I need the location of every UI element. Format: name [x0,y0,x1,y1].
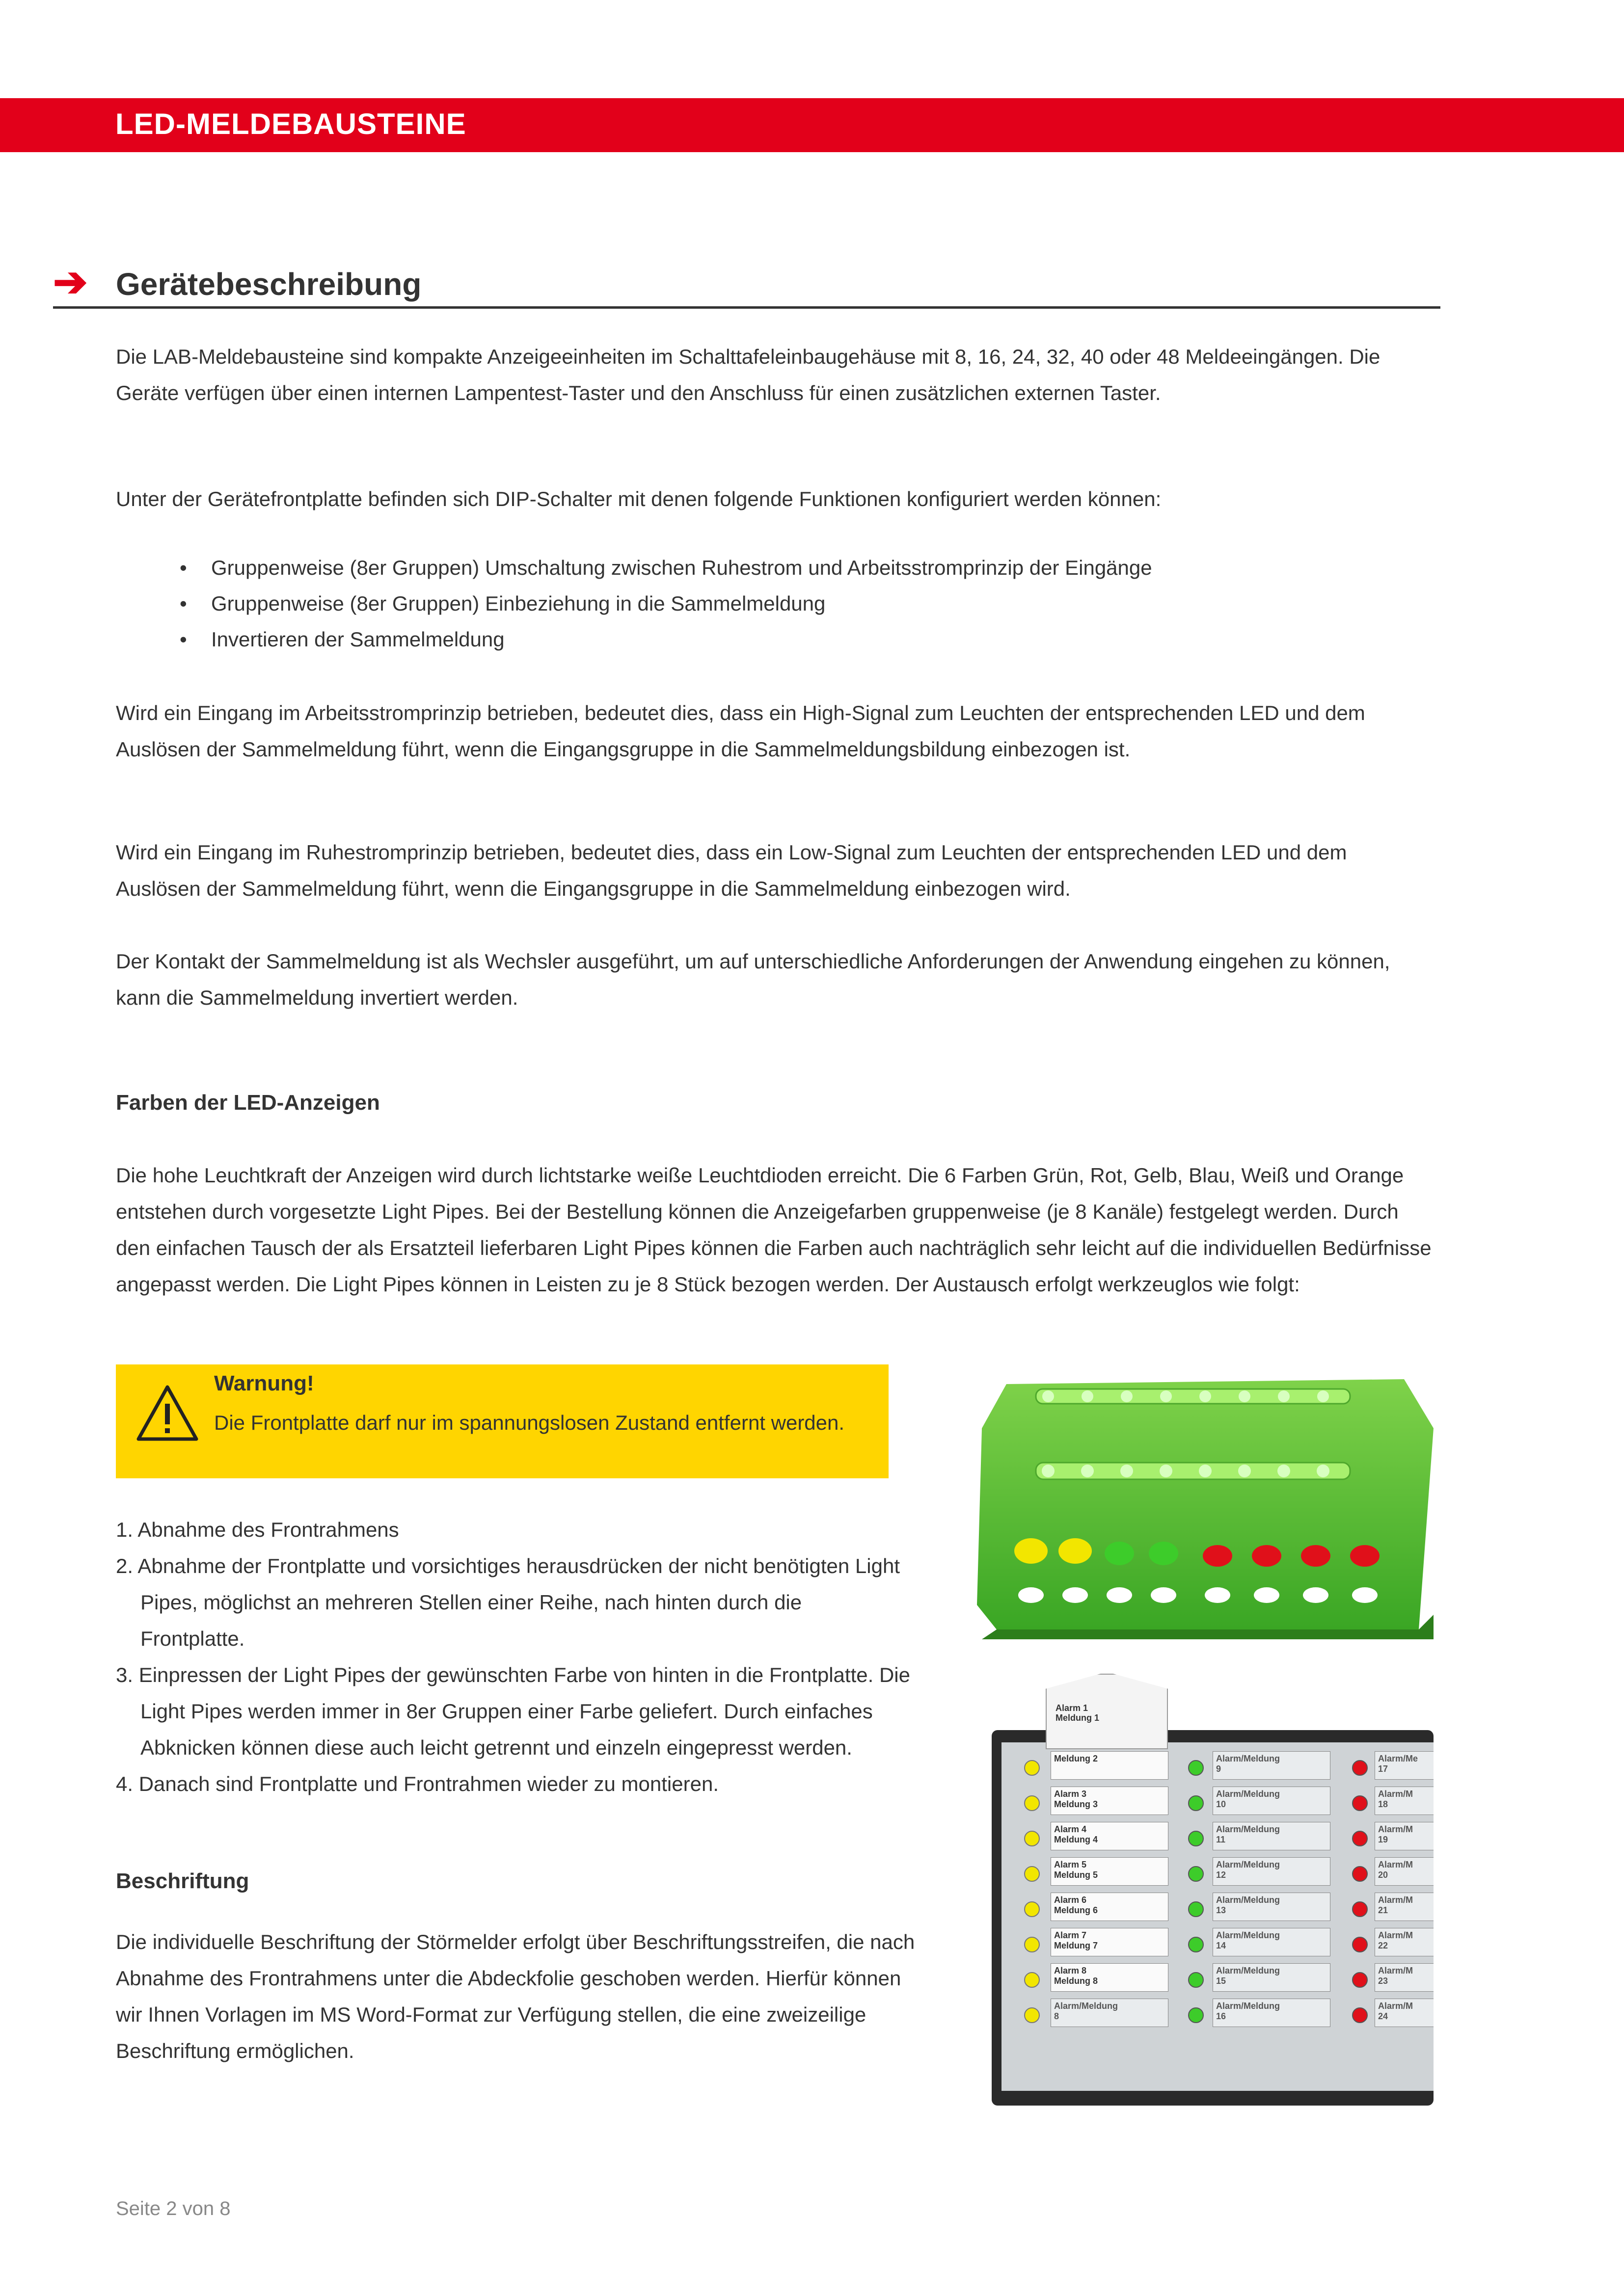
body-paragraph-5: Der Kontakt der Sammelmeldung ist als Wechsler ausgeführt, um auf unterschiedliche Anforderungen der Anwendung eingehen zu können, kann die Sammelmeldung invertiert werden. [116,950,1390,1009]
strip-label: Alarm 1 [1056,1703,1088,1713]
strip-label: Alarm/Meldung [1216,1966,1280,1976]
strip-label: Alarm/Meldung [1216,1789,1280,1799]
page-number: Seite 2 von 8 [116,2198,231,2219]
body-paragraph-4: Wird ein Eingang im Ruhestromprinzip betrieben, bedeutet dies, dass ein Low-Signal zum Leuchten der entsprechenden LED und dem Auslösen der Sammelmeldung führt, wenn die Eingangsgruppe in die Sammelmeldung einbezogen wird. [116,841,1347,900]
strip-label: Alarm/M [1378,1824,1413,1834]
strip-label: Alarm/Meldung [1216,1754,1280,1763]
strip-label: 8 [1054,2011,1059,2021]
steps-list [116,1512,911,1802]
strip-label: 9 [1216,1764,1221,1774]
strip-label: Alarm/M [1378,1895,1413,1905]
strip-label: 22 [1378,1941,1388,1950]
led-red [1352,1866,1368,1882]
body-paragraph-3: Wird ein Eingang im Arbeitsstromprinzip betrieben, bedeutet dies, dass ein High-Signal zum Leuchten der entsprechenden LED und dem Auslösen der Sammelmeldung führt, wenn die Eingangsgruppe in die Sammelmeldungsbildung einbezogen ist. [116,701,1365,761]
strip-label: Alarm/Meldung [1216,1930,1280,1940]
light-pipes-photo [977,1369,1438,1639]
led-green [1188,1972,1204,1988]
strip-label: Meldung 5 [1054,1870,1098,1880]
labeling-paragraph: Die individuelle Beschriftung der Störmelder erfolgt über Beschriftungsstreifen, die nach Abnahme des Frontrahmens unter die Abdeckfolie geschoben werden. Hierfür können wir Ihnen Vorlagen im MS Word-Format zur Verfügung stellen, die eine zweizeilige Beschriftung ermöglichen. [116,1930,915,2062]
colors-heading: Farben der LED-Anzeigen [116,1091,380,1115]
strip-label: Meldung 2 [1054,1754,1098,1763]
led-green [1188,1901,1204,1917]
led-yellow [1024,1795,1040,1811]
led-red [1352,2007,1368,2023]
strip-label: 24 [1378,2011,1388,2021]
led-yellow [1024,1901,1040,1917]
strip-label: 13 [1216,1905,1226,1915]
list-item: • Invertieren der Sammelmeldung [211,621,1438,657]
strip-label: Alarm 6 [1054,1895,1087,1905]
strip-label: 16 [1216,2011,1226,2021]
led-yellow [1024,1760,1040,1776]
strip-label: Alarm/Meldung [1216,1895,1280,1905]
intro-paragraph-2: Unter der Gerätefrontplatte befinden sich DIP-Schalter mit denen folgende Funktionen konfiguriert werden können: [116,487,1162,510]
strip-label: Alarm/Meldung [1054,2001,1118,2011]
warning-text: Die Frontplatte darf nur im spannungslosen Zustand entfernt werden. [214,1411,845,1434]
strip-label: Meldung 3 [1054,1799,1098,1809]
warning-box [116,1364,889,1478]
arrow-right-icon: ➔ [53,259,88,305]
strip-label: 20 [1378,1870,1388,1880]
header-title: LED-MELDEBAUSTEINE [115,107,466,140]
led-yellow [1024,1972,1040,1988]
labeling-heading: Beschriftung [116,1869,249,1893]
led-red [1352,1901,1368,1917]
strip-label: 23 [1378,1976,1388,1986]
strip-label: 12 [1216,1870,1226,1880]
strip-label: Alarm/M [1378,1966,1413,1976]
led-green [1188,1937,1204,1952]
strip-label: Meldung 6 [1054,1905,1098,1915]
strip-label: Alarm/Meldung [1216,1860,1280,1869]
strip-label: Alarm/M [1378,1860,1413,1869]
strip-label: Alarm/M [1378,1930,1413,1940]
section-title: Gerätebeschreibung [116,267,422,302]
led-green [1188,1831,1204,1846]
strip-label: 17 [1378,1764,1388,1774]
device-front-photo [992,1674,1434,2106]
led-yellow [1024,1831,1040,1846]
strip-label: Alarm 3 [1054,1789,1087,1799]
led-green [1188,1795,1204,1811]
led-green [1188,2007,1204,2023]
led-yellow [1024,1866,1040,1882]
strip-label: Meldung 7 [1054,1941,1098,1950]
led-red [1352,1795,1368,1811]
led-red [1352,1937,1368,1952]
list-item: 1. Abnahme des Frontrahmens [116,1518,399,1541]
feature-list [211,550,1438,657]
led-red [1352,1760,1368,1776]
warning-title: Warnung! [214,1371,314,1395]
strip-label: Alarm/Me [1378,1754,1418,1763]
strip-label: Alarm/M [1378,2001,1413,2011]
strip-label: 18 [1378,1799,1388,1809]
strip-label: 11 [1216,1835,1226,1844]
header-bar [0,98,1624,152]
list-item: • Gruppenweise (8er Gruppen) Einbeziehung in die Sammelmeldung [211,586,1438,621]
list-item: 3. Einpressen der Light Pipes der gewünschten Farbe von hinten in die Frontplatte. Die Light Pipes werden immer in 8er Gruppen einer Farbe geliefert. Durch einfaches Abknicken können diese auch leicht getrennt und einzeln eingepresst werden. [116,1663,910,1759]
led-green [1188,1760,1204,1776]
strip-label: Alarm 7 [1054,1930,1087,1940]
strip-label: Meldung 8 [1054,1976,1098,1986]
list-item: • Gruppenweise (8er Gruppen) Umschaltung zwischen Ruhestrom und Arbeitsstromprinzip der Eingänge [211,550,1438,586]
colors-paragraph: Die hohe Leuchtkraft der Anzeigen wird durch lichtstarke weiße Leuchtdioden erreicht. Die 6 Farben Grün, Rot, Gelb, Blau, Weiß und Orange entstehen durch vorgesetzte Light Pipes. Bei der Bestellung können die Anzeigefarben gruppenweise (je 8 Kanäle) festgelegt werden. Durch den einfachen Tausch der als Ersatzteil lieferbaren Light Pipes können die Farben auch nachträglich sehr leicht auf die individuellen Bedürfnisse angepasst werden. Die Light Pipes können in Leisten zu je 8 Stück bezogen werden. Der Austausch erfolgt werkzeuglos wie folgt: [116,1164,1432,1296]
strip-label: Alarm/Meldung [1216,2001,1280,2011]
led-yellow [1024,1937,1040,1952]
warning-triangle-icon [135,1384,199,1443]
strip-label: Meldung 1 [1056,1713,1099,1723]
led-yellow [1024,2007,1040,2023]
strip-label: Meldung 4 [1054,1835,1098,1844]
strip-label: Alarm/Meldung [1216,1824,1280,1834]
strip-label: 14 [1216,1941,1226,1950]
led-green [1188,1866,1204,1882]
section-heading [53,259,1440,309]
strip-label: Alarm 8 [1054,1966,1087,1976]
led-red [1352,1831,1368,1846]
intro-paragraph-1: Die LAB-Meldebausteine sind kompakte Anzeigeeinheiten im Schalttafeleinbaugehäuse mit 8, 16, 24, 32, 40 oder 48 Meldeeingängen. Die Geräte verfügen über einen internen Lampentest-Taster und den Anschluss für einen zusätzlichen externen Taster. [116,345,1380,404]
list-item: 4. Danach sind Frontplatte und Frontrahmen wieder zu montieren. [116,1772,719,1795]
strip-label: 10 [1216,1799,1226,1809]
strip-label: Alarm 5 [1054,1860,1087,1869]
led-red [1352,1972,1368,1988]
strip-label: Alarm 4 [1054,1824,1087,1834]
strip-label: 15 [1216,1976,1226,1986]
strip-label: 21 [1378,1905,1388,1915]
strip-label: Alarm/M [1378,1789,1413,1799]
list-item: 2. Abnahme der Frontplatte und vorsichtiges herausdrücken der nicht benötigten Light Pipes, möglichst an mehreren Stellen einer Reihe, nach hinten durch die Frontplatte. [116,1554,900,1650]
strip-label: 19 [1378,1835,1388,1844]
